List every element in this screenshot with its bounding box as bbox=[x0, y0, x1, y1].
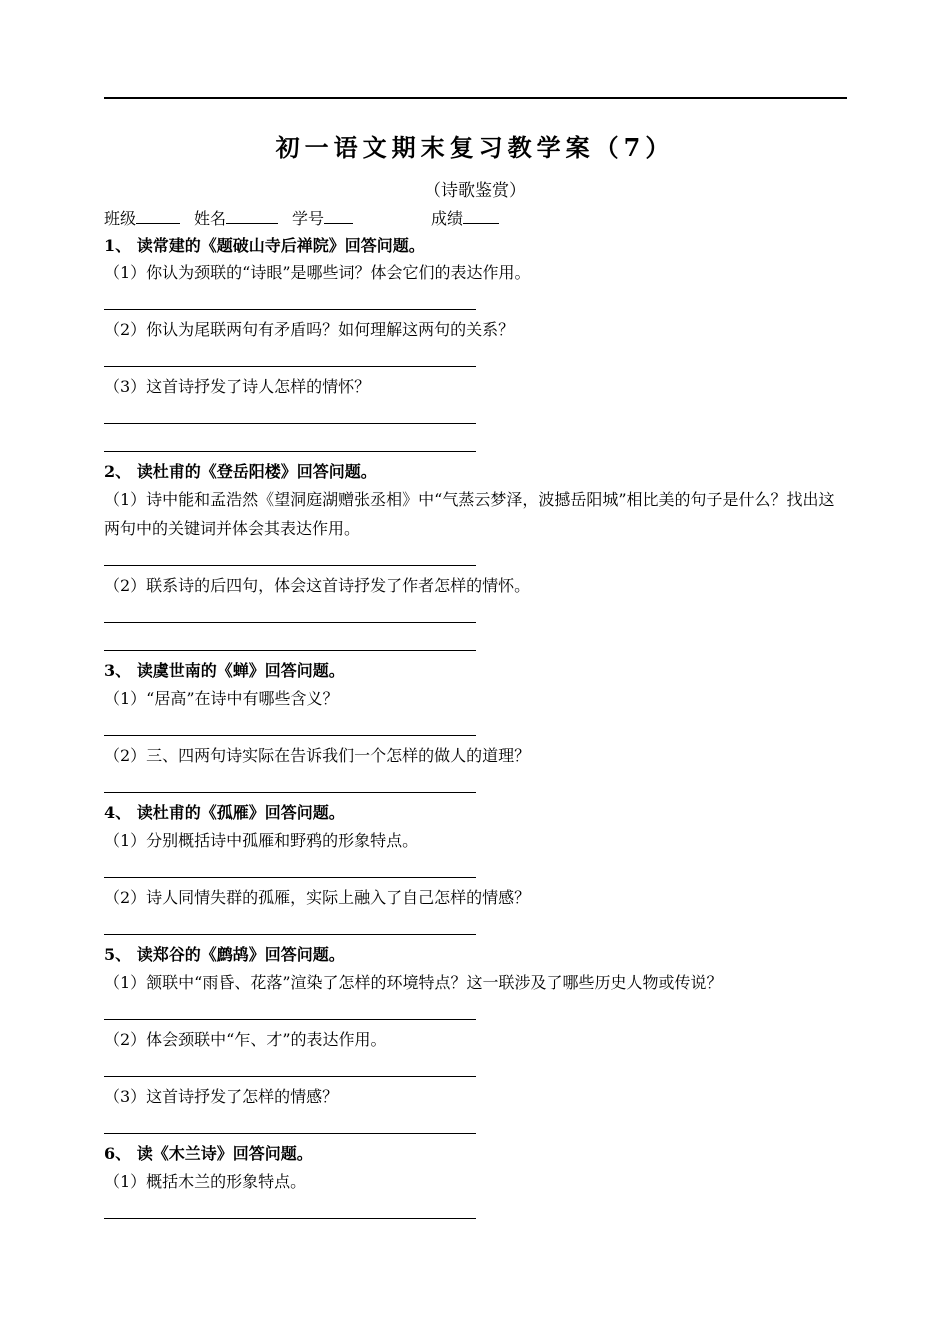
score-blank[interactable] bbox=[463, 206, 499, 224]
question-text: （1）颔联中“雨昏、花落”渲染了怎样的环境特点？这一联涉及了哪些历史人物或传说？ bbox=[104, 973, 723, 992]
section-heading: 6、 读《木兰诗》回答问题。 bbox=[104, 1144, 313, 1163]
question-text: （1）“居高”在诗中有哪些含义？ bbox=[104, 689, 339, 708]
answer-line[interactable] bbox=[104, 934, 476, 935]
answer-line[interactable] bbox=[104, 565, 476, 566]
section-heading: 2、 读杜甫的《登岳阳楼》回答问题。 bbox=[104, 462, 377, 481]
answer-line[interactable] bbox=[104, 735, 476, 736]
question-text: （2）联系诗的后四句，体会这首诗抒发了作者怎样的情怀。 bbox=[104, 576, 531, 595]
name-label: 姓名 bbox=[194, 209, 227, 228]
question-text: （2）三、四两句诗实际在告诉我们一个怎样的做人的道理？ bbox=[104, 746, 531, 765]
answer-line[interactable] bbox=[104, 1076, 476, 1077]
question-text: （2）体会颈联中“乍、才”的表达作用。 bbox=[104, 1030, 387, 1049]
question-text: （2）诗人同情失群的孤雁，实际上融入了自己怎样的情感？ bbox=[104, 888, 531, 907]
answer-line[interactable] bbox=[104, 650, 476, 651]
page-title: 初一语文期末复习教学案（7） bbox=[275, 133, 675, 162]
answer-line[interactable] bbox=[104, 1133, 476, 1134]
score-label: 成绩 bbox=[431, 209, 464, 228]
answer-line[interactable] bbox=[104, 792, 476, 793]
section-heading: 3、 读虞世南的《蝉》回答问题。 bbox=[104, 661, 345, 680]
id-blank[interactable] bbox=[324, 206, 353, 224]
class-label: 班级 bbox=[104, 209, 137, 228]
header-rule bbox=[104, 97, 847, 99]
section-heading: 5、 读郑谷的《鹧鸪》回答问题。 bbox=[104, 945, 345, 964]
answer-line[interactable] bbox=[104, 451, 476, 452]
question-text: （3）这首诗抒发了诗人怎样的情怀？ bbox=[104, 377, 371, 396]
answer-line[interactable] bbox=[104, 622, 476, 623]
page-subtitle: （诗歌鉴赏） bbox=[424, 181, 526, 201]
question-text: （1）诗中能和孟浩然《望洞庭湖赠张丞相》中“气蒸云梦泽，波撼岳阳城”相比美的句子是什么？找出这两句中的关键词并体会其表达作用。 bbox=[104, 490, 835, 538]
name-blank[interactable] bbox=[226, 206, 278, 224]
question-text: （2）你认为尾联两句有矛盾吗？如何理解这两句的关系？ bbox=[104, 320, 515, 339]
section-heading: 1、 读常建的《题破山寺后禅院》回答问题。 bbox=[104, 236, 425, 255]
section-heading: 4、 读杜甫的《孤雁》回答问题。 bbox=[104, 803, 345, 822]
answer-line[interactable] bbox=[104, 423, 476, 424]
id-label: 学号 bbox=[292, 209, 325, 228]
student-info-fields bbox=[104, 206, 499, 229]
question-text: （3）这首诗抒发了怎样的情感？ bbox=[104, 1087, 339, 1106]
question-text: （1）概括木兰的形象特点。 bbox=[104, 1172, 307, 1191]
answer-line[interactable] bbox=[104, 1019, 476, 1020]
answer-line[interactable] bbox=[104, 877, 476, 878]
answer-line[interactable] bbox=[104, 366, 476, 367]
answer-line[interactable] bbox=[104, 1218, 476, 1219]
question-text: （1）你认为颈联的“诗眼”是哪些词？体会它们的表达作用。 bbox=[104, 263, 531, 282]
class-blank[interactable] bbox=[136, 206, 180, 224]
answer-line[interactable] bbox=[104, 309, 476, 310]
question-text: （1）分别概括诗中孤雁和野鸦的形象特点。 bbox=[104, 831, 419, 850]
